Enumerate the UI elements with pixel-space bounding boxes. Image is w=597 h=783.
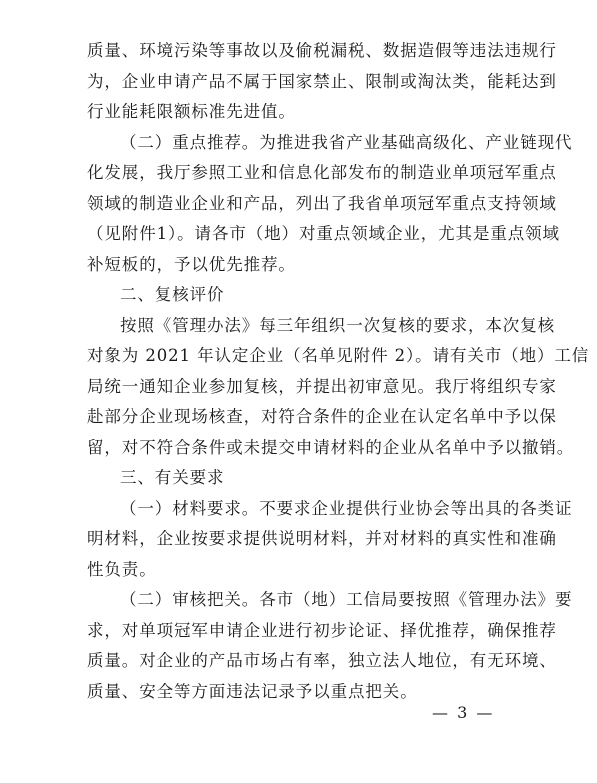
body-text-line: 质量。对企业的产品市场占有率，独立法人地位，有无环境、 (87, 651, 557, 670)
paragraph-heading-line: （二）重点推荐。为推进我省产业基础高级化、产业链现代 (120, 133, 573, 152)
body-text-line: 补短板的，予以优先推荐。 (87, 255, 296, 274)
section-heading: 三、有关要求 (120, 468, 225, 487)
body-text-line: （见附件1）。请各市（地）对重点领域企业，尤其是重点领域 (87, 224, 560, 243)
body-text-line: 明材料，企业按要求提供说明材料，并对材料的真实性和准确 (87, 529, 557, 548)
body-text-line: 质量、环境污染等事故以及偷税漏税、数据造假等违法违规行 (87, 41, 557, 60)
body-text-line: 领域的制造业企业和产品，列出了我省单项冠军重点支持领域 (87, 194, 557, 213)
body-text-line: 赴部分企业现场核查，对符合条件的企业在认定名单中予以保 (87, 407, 557, 426)
body-text-line: 留，对不符合条件或未提交申请材料的企业从名单中予以撤销。 (87, 438, 575, 457)
body-text-line: 按照《管理办法》每三年组织一次复核的要求，本次复核 (120, 316, 555, 335)
paragraph-heading-line: （一）材料要求。不要求企业提供行业协会等出具的各类证 (120, 499, 573, 518)
body-text-line: 性负责。 (87, 560, 157, 579)
body-text-line: 求，对单项冠军申请企业进行初步论证、择优推荐，确保推荐 (87, 621, 557, 640)
body-text-line: 为，企业申请产品不属于国家禁止、限制或淘汰类，能耗达到 (87, 72, 557, 91)
body-text-line: 化发展，我厅参照工业和信息化部发布的制造业单项冠军重点 (87, 163, 557, 182)
body-text-line: 行业能耗限额标准先进值。 (87, 102, 296, 121)
paragraph-heading-line: （二）审核把关。各市（地）工信局要按照《管理办法》要 (120, 590, 573, 609)
body-text-line: 质量、安全等方面违法记录予以重点把关。 (87, 682, 418, 701)
page-number: — 3 — (432, 703, 495, 722)
body-text-line: 对象为 2021 年认定企业（名单见附件 2）。请有关市（地）工信 (87, 346, 590, 365)
body-text-line: 局统一通知企业参加复核，并提出初审意见。我厅将组织专家 (87, 377, 557, 396)
section-heading: 二、复核评价 (120, 285, 225, 304)
